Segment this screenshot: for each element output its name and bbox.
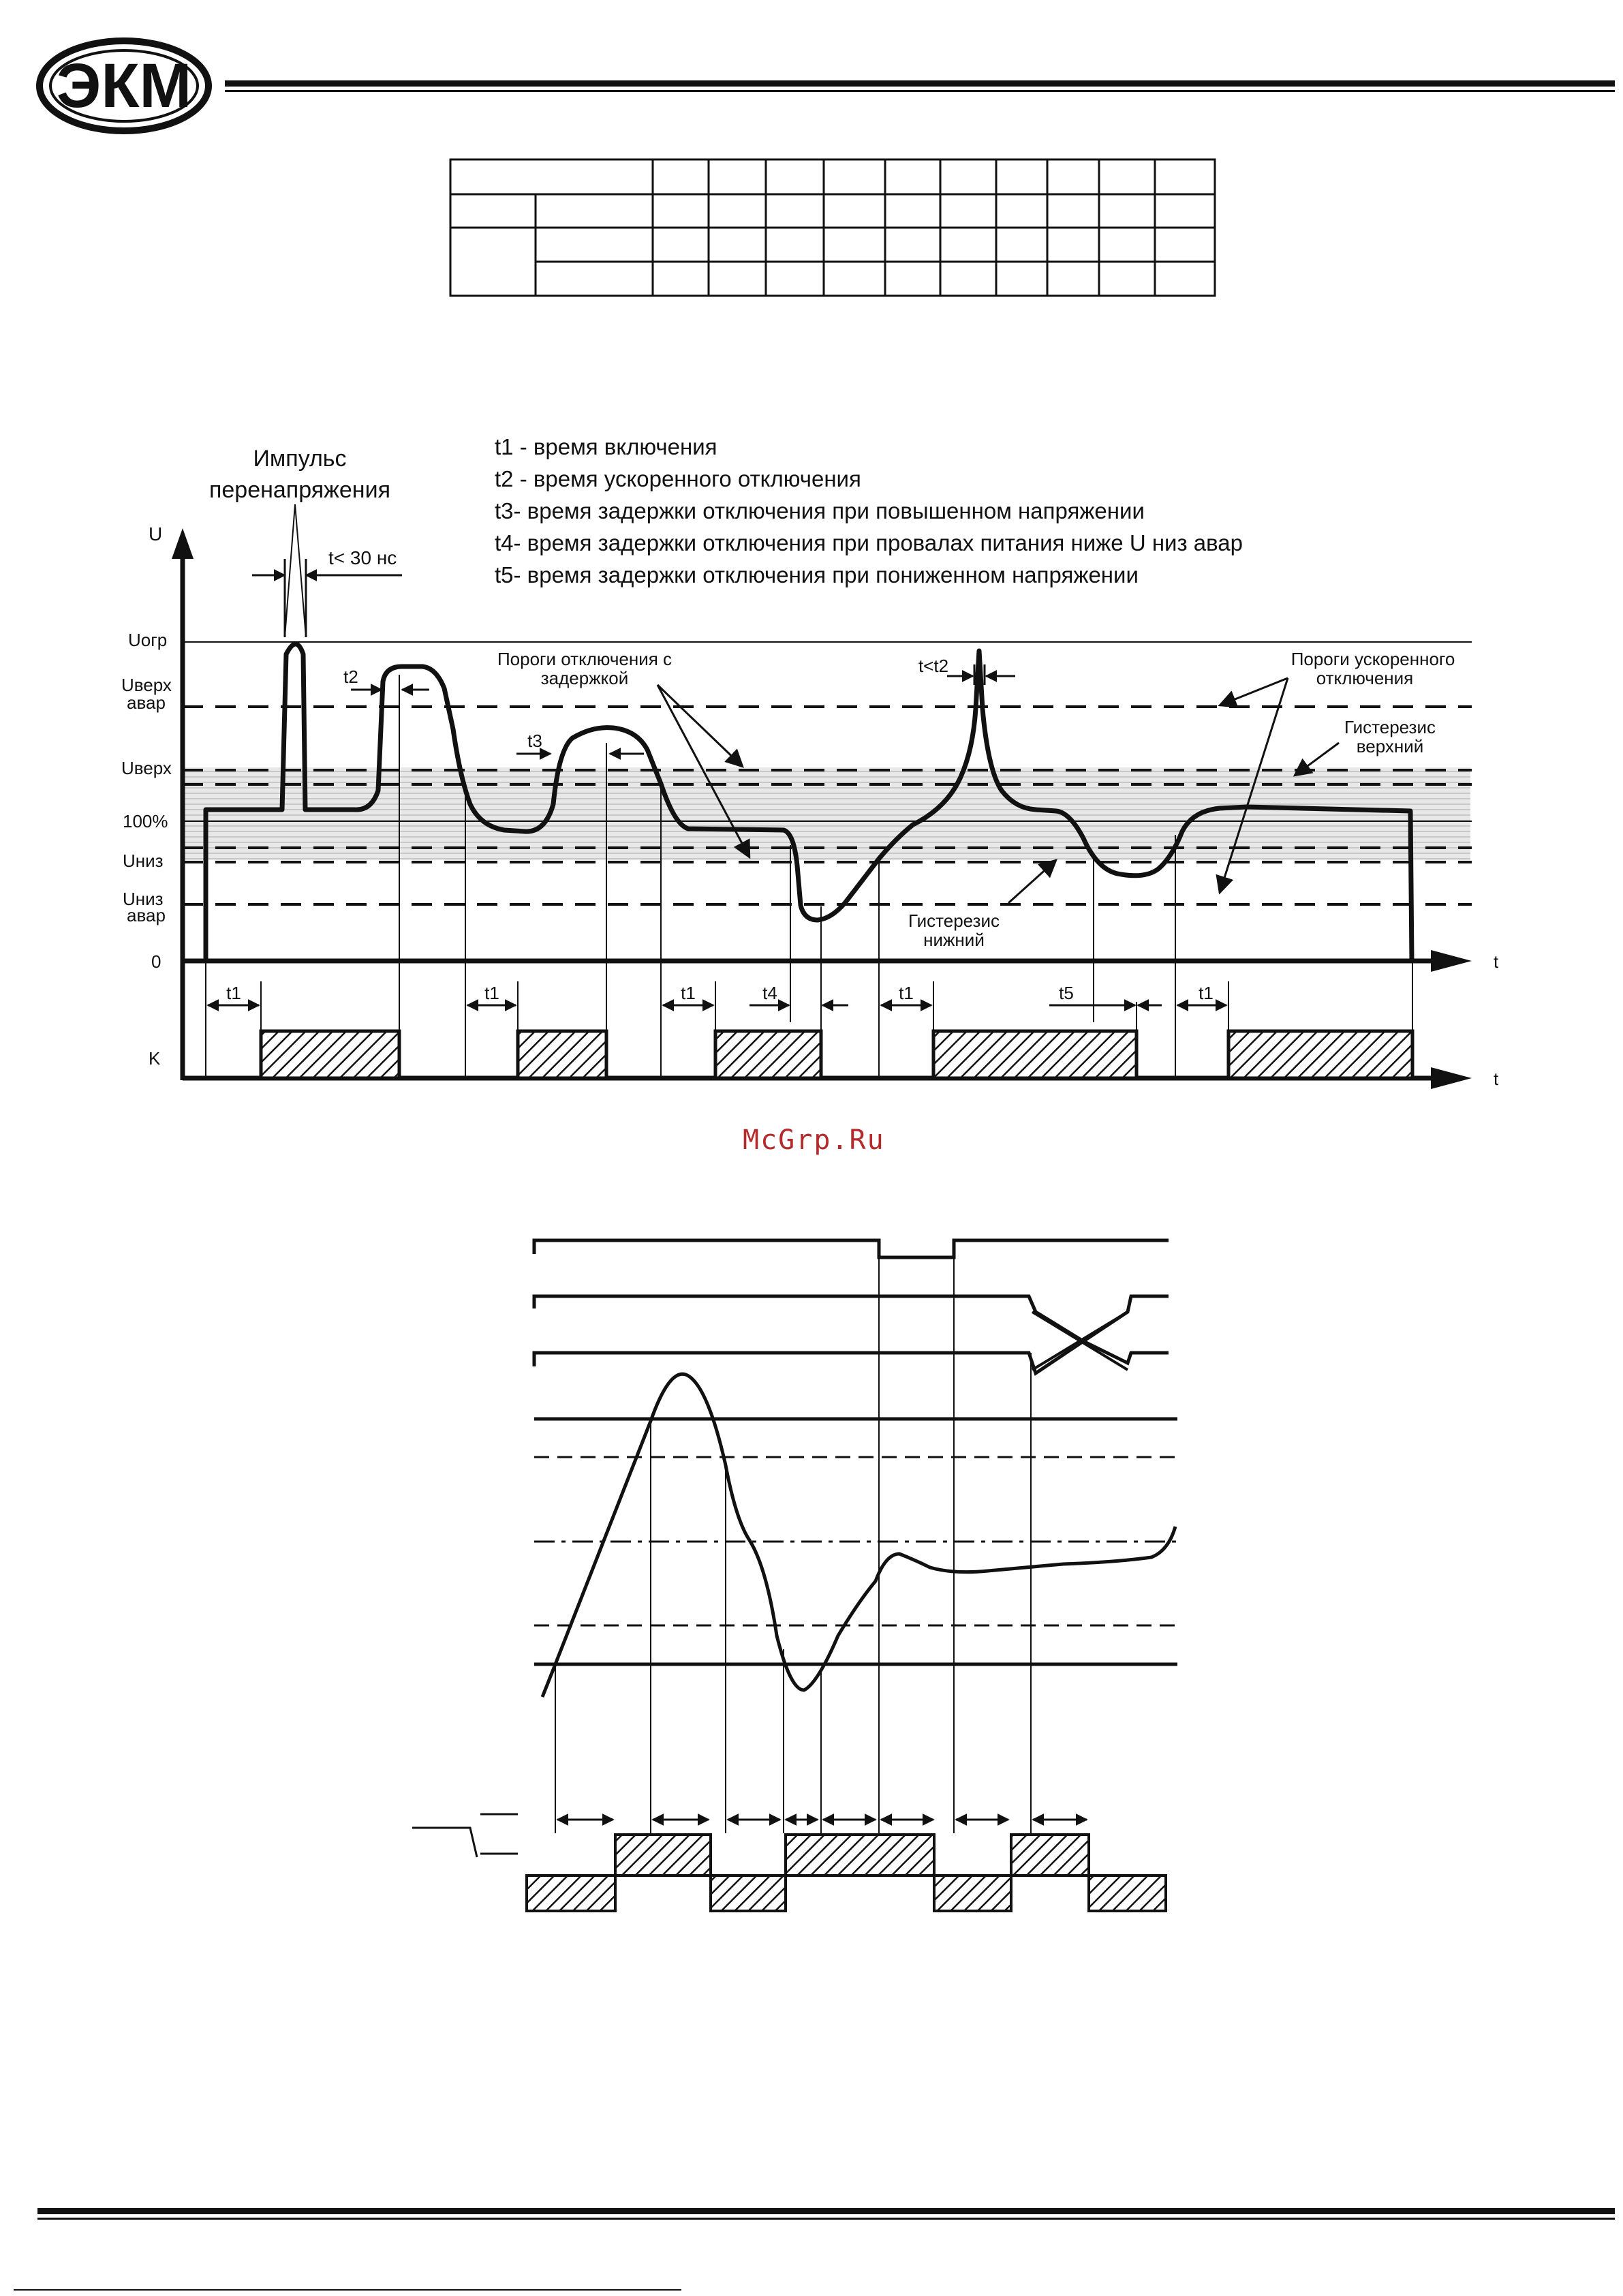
level-label-100: 100% <box>123 811 168 831</box>
relay-on-4 <box>933 1031 1137 1078</box>
annotation-hyst-lower-2: нижний <box>923 930 985 950</box>
annotation-thresholds-fast-1: Пороги ускоренного <box>1290 649 1455 669</box>
state-low-2 <box>711 1876 786 1911</box>
annotation-hyst-lower-1: Гистерезис <box>908 910 1000 931</box>
axis-k-label: K <box>149 1048 161 1069</box>
u-axis-arrow <box>172 528 194 559</box>
axis-t-label-k: t <box>1494 1069 1499 1089</box>
time-label-t1-b: t1 <box>484 983 499 1003</box>
phase-line-2 <box>534 1296 1169 1341</box>
time-label-t1-e: t1 <box>1199 983 1214 1003</box>
phase-line-1 <box>534 1240 1169 1257</box>
voltage-curve-2 <box>542 1374 1175 1697</box>
level-label-u-verh: Uверх <box>121 758 172 778</box>
time-label-t4: t4 <box>762 983 777 1003</box>
level-label-u-niz-avar-1: Uниз <box>123 889 164 909</box>
impulse-label-1: Импульс <box>253 446 347 472</box>
level-label-u-verh-avar-2: авар <box>127 692 166 713</box>
t-axis-u-arrow <box>1431 950 1472 972</box>
legend-item-t1: t1 - время включения <box>495 434 717 459</box>
legend-item-t3: t3- время задержки отключения при повышенном напряжении <box>495 498 1145 523</box>
footer-rule-thin <box>37 2218 1615 2220</box>
level-label-zero: 0 <box>151 951 161 972</box>
state-low-3 <box>934 1876 1011 1911</box>
state-high-1 <box>615 1835 711 1876</box>
header-rule-thin <box>225 90 1615 92</box>
state-high-3 <box>1011 1835 1089 1876</box>
level-label-u-ogr: Uогр <box>128 630 168 650</box>
impulse-label-2: перенапряжения <box>208 477 391 503</box>
relay-on-5 <box>1228 1031 1412 1078</box>
parameter-table <box>436 151 1220 308</box>
state-low-1 <box>527 1876 615 1911</box>
annotation-t-lt-t2: t<t2 <box>918 656 949 676</box>
level-label-u-verh-avar-1: Uверх <box>121 675 172 695</box>
time-label-t3: t3 <box>527 731 542 751</box>
header-rule-thick <box>225 80 1615 87</box>
state-low-4 <box>1089 1876 1166 1911</box>
legend-item-t4: t4- время задержки отключения при провалах питания ниже U низ авар <box>495 530 1243 555</box>
header-bar <box>0 0 1623 150</box>
footer-bar <box>0 2194 1623 2296</box>
logo: ЭКМ <box>56 51 192 121</box>
watermark: McGrp.Ru <box>743 1124 885 1156</box>
impulse-time-label: t< 30 нс <box>328 547 397 568</box>
legend <box>495 431 1243 591</box>
state-high-2 <box>786 1835 934 1876</box>
annotation-thresholds-fast-2: отключения <box>1316 668 1414 688</box>
time-label-t1-a: t1 <box>226 983 241 1003</box>
hysteresis-band-lower <box>183 819 1470 860</box>
time-label-t1-d: t1 <box>899 983 914 1003</box>
time-label-t1-c: t1 <box>681 983 696 1003</box>
axis-u-label: U <box>149 523 163 545</box>
annotation-hyst-upper-2: верхний <box>1356 736 1424 756</box>
relay-on-2 <box>518 1031 606 1078</box>
t-axis-k-arrow <box>1431 1067 1472 1089</box>
axis-t-label-u: t <box>1494 951 1499 972</box>
time-label-t5: t5 <box>1059 983 1074 1003</box>
relay-on-1 <box>261 1031 399 1078</box>
annotation-hyst-upper-1: Гистерезис <box>1344 717 1436 737</box>
level-label-u-niz: Uниз <box>123 851 164 871</box>
timing-diagram-2 <box>0 1213 1623 1935</box>
footer-rule-thick <box>37 2208 1615 2214</box>
level-label-u-niz-avar-2: авар <box>127 905 166 925</box>
annotation-thresholds-delay-1: Пороги отключения с <box>497 649 673 669</box>
legend-item-t2: t2 - время ускоренного отключения <box>495 466 861 491</box>
relay-on-3 <box>715 1031 821 1078</box>
legend-item-t5: t5- время задержки отключения при пониженном напряжении <box>495 562 1139 587</box>
time-label-t2: t2 <box>343 667 358 687</box>
annotation-thresholds-delay-2: задержкой <box>540 668 629 688</box>
